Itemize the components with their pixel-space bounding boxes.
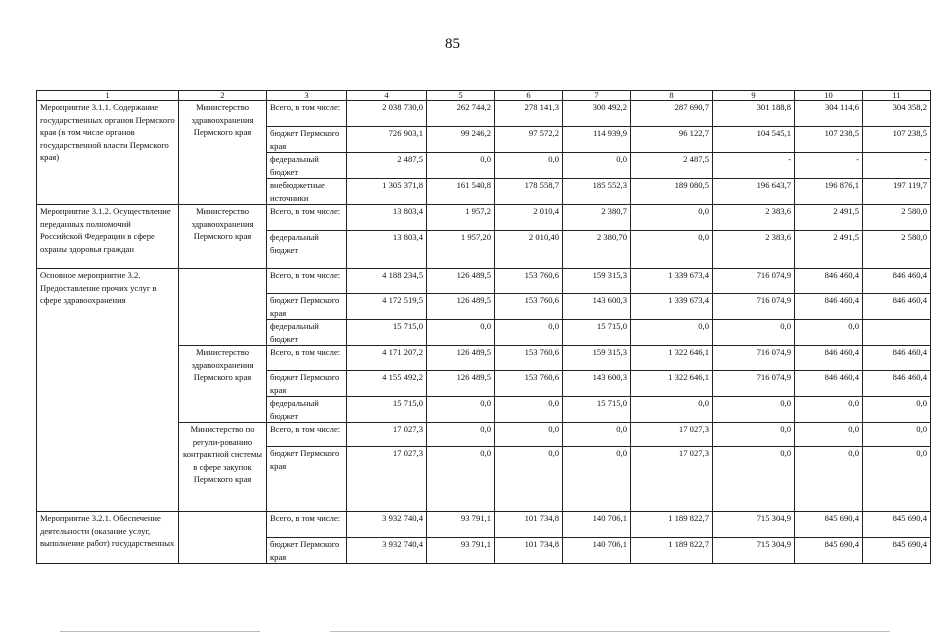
value-cell: 2 580,0: [863, 231, 931, 269]
value-cell: 845 690,4: [795, 512, 863, 538]
value-cell: 197 119,7: [863, 179, 931, 205]
value-cell: 17 027,3: [347, 447, 427, 512]
value-cell: 2 010,4: [495, 205, 563, 231]
value-cell: 0,0: [795, 320, 863, 346]
col-header: 7: [563, 91, 631, 101]
value-cell: 845 690,4: [863, 512, 931, 538]
value-cell: 846 460,4: [795, 371, 863, 397]
value-cell: 2 491,5: [795, 231, 863, 269]
source-label: Всего, в том числе:: [267, 346, 347, 371]
value-cell: 726 903,1: [347, 127, 427, 153]
executor: Министерство здравоохранения Пермского края: [179, 346, 267, 423]
value-cell: 1 189 822,7: [631, 538, 713, 564]
value-cell: 304 358,2: [863, 101, 931, 127]
value-cell: 2 380,7: [563, 205, 631, 231]
value-cell: 0,0: [427, 423, 495, 447]
value-cell: 196 876,1: [795, 179, 863, 205]
value-cell: 301 188,8: [713, 101, 795, 127]
value-cell: 101 734,8: [495, 538, 563, 564]
header-row: [37, 91, 931, 101]
value-cell: [863, 320, 931, 346]
value-cell: 126 489,5: [427, 269, 495, 294]
value-cell: 4 172 519,5: [347, 294, 427, 320]
value-cell: 0,0: [495, 423, 563, 447]
col-header: 1: [37, 91, 179, 101]
value-cell: 13 803,4: [347, 231, 427, 269]
value-cell: 126 489,5: [427, 346, 495, 371]
value-cell: 1 322 646,1: [631, 346, 713, 371]
value-cell: 0,0: [631, 205, 713, 231]
source-label: федеральный бюджет: [267, 397, 347, 423]
value-cell: 0,0: [495, 397, 563, 423]
table-row: [37, 269, 931, 294]
value-cell: 0,0: [863, 397, 931, 423]
col-header: 6: [495, 91, 563, 101]
value-cell: 0,0: [563, 153, 631, 179]
value-cell: 159 315,3: [563, 269, 631, 294]
table-row: [37, 205, 931, 231]
value-cell: 0,0: [495, 447, 563, 512]
value-cell: 2 038 730,0: [347, 101, 427, 127]
value-cell: 0,0: [713, 320, 795, 346]
measure-name: Мероприятие 3.1.2. Осуществление переданных полномочий Российской Федерации в сфере охраны здоровья граждан: [37, 205, 179, 269]
value-cell: 846 460,4: [863, 371, 931, 397]
value-cell: 2 383,6: [713, 205, 795, 231]
value-cell: 846 460,4: [863, 269, 931, 294]
value-cell: 0,0: [863, 423, 931, 447]
value-cell: 846 460,4: [795, 346, 863, 371]
source-label: бюджет Пермского края: [267, 447, 347, 512]
value-cell: 716 074,9: [713, 269, 795, 294]
value-cell: 304 114,6: [795, 101, 863, 127]
value-cell: 107 238,5: [863, 127, 931, 153]
source-label: бюджет Пермского края: [267, 538, 347, 564]
value-cell: 2 580,0: [863, 205, 931, 231]
value-cell: 17 027,3: [347, 423, 427, 447]
value-cell: 0,0: [631, 320, 713, 346]
value-cell: 845 690,4: [863, 538, 931, 564]
value-cell: 0,0: [563, 447, 631, 512]
executor: [179, 269, 267, 346]
value-cell: 0,0: [795, 397, 863, 423]
value-cell: 15 715,0: [347, 397, 427, 423]
value-cell: 300 492,2: [563, 101, 631, 127]
value-cell: 15 715,0: [347, 320, 427, 346]
value-cell: 0,0: [863, 447, 931, 512]
value-cell: 1 957,2: [427, 205, 495, 231]
value-cell: 4 188 234,5: [347, 269, 427, 294]
value-cell: 0,0: [631, 397, 713, 423]
executor: Министерство здравоохранения Пермского края: [179, 101, 267, 205]
value-cell: 13 803,4: [347, 205, 427, 231]
value-cell: 97 572,2: [495, 127, 563, 153]
value-cell: 2 383,6: [713, 231, 795, 269]
source-label: федеральный бюджет: [267, 231, 347, 269]
value-cell: 715 304,9: [713, 538, 795, 564]
source-label: Всего, в том числе:: [267, 101, 347, 127]
value-cell: 1 339 673,4: [631, 269, 713, 294]
col-header: 5: [427, 91, 495, 101]
col-header: 8: [631, 91, 713, 101]
value-cell: 126 489,5: [427, 294, 495, 320]
col-header: 2: [179, 91, 267, 101]
value-cell: -: [863, 153, 931, 179]
col-header: 9: [713, 91, 795, 101]
source-label: внебюджетные источники: [267, 179, 347, 205]
value-cell: 93 791,1: [427, 512, 495, 538]
value-cell: 0,0: [795, 447, 863, 512]
value-cell: 2 380,70: [563, 231, 631, 269]
value-cell: 716 074,9: [713, 346, 795, 371]
value-cell: 196 643,7: [713, 179, 795, 205]
value-cell: 2 010,40: [495, 231, 563, 269]
budget-table: [36, 90, 931, 564]
value-cell: 153 760,6: [495, 294, 563, 320]
source-label: Всего, в том числе:: [267, 423, 347, 447]
value-cell: 96 122,7: [631, 127, 713, 153]
value-cell: 104 545,1: [713, 127, 795, 153]
source-label: федеральный бюджет: [267, 153, 347, 179]
value-cell: 1 339 673,4: [631, 294, 713, 320]
value-cell: 846 460,4: [795, 294, 863, 320]
value-cell: 0,0: [563, 423, 631, 447]
value-cell: 178 558,7: [495, 179, 563, 205]
value-cell: 143 600,3: [563, 294, 631, 320]
value-cell: 15 715,0: [563, 320, 631, 346]
col-header: 11: [863, 91, 931, 101]
value-cell: 845 690,4: [795, 538, 863, 564]
value-cell: 0,0: [795, 423, 863, 447]
col-header: 10: [795, 91, 863, 101]
scan-edge-line: [60, 631, 260, 632]
page-number: 85: [445, 36, 460, 52]
value-cell: 101 734,8: [495, 512, 563, 538]
value-cell: 1 305 371,8: [347, 179, 427, 205]
value-cell: 153 760,6: [495, 371, 563, 397]
value-cell: 0,0: [427, 447, 495, 512]
value-cell: 114 939,9: [563, 127, 631, 153]
executor: [179, 512, 267, 564]
scan-edge-line: [330, 631, 890, 632]
col-header: 3: [267, 91, 347, 101]
value-cell: 0,0: [495, 320, 563, 346]
value-cell: 161 540,8: [427, 179, 495, 205]
value-cell: -: [713, 153, 795, 179]
value-cell: 0,0: [427, 397, 495, 423]
value-cell: 0,0: [713, 447, 795, 512]
source-label: Всего, в том числе:: [267, 512, 347, 538]
value-cell: 140 706,1: [563, 512, 631, 538]
value-cell: 1 322 646,1: [631, 371, 713, 397]
value-cell: 159 315,3: [563, 346, 631, 371]
value-cell: 15 715,0: [563, 397, 631, 423]
value-cell: 0,0: [427, 153, 495, 179]
value-cell: 2 487,5: [347, 153, 427, 179]
value-cell: 99 246,2: [427, 127, 495, 153]
source-label: бюджет Пермского края: [267, 294, 347, 320]
value-cell: 107 238,5: [795, 127, 863, 153]
value-cell: 716 074,9: [713, 294, 795, 320]
table-row: [37, 512, 931, 538]
value-cell: 846 460,4: [863, 346, 931, 371]
value-cell: 1 957,20: [427, 231, 495, 269]
col-header: 4: [347, 91, 427, 101]
value-cell: 17 027,3: [631, 423, 713, 447]
source-label: Всего, в том числе:: [267, 269, 347, 294]
value-cell: 278 141,3: [495, 101, 563, 127]
value-cell: 143 600,3: [563, 371, 631, 397]
source-label: бюджет Пермского края: [267, 371, 347, 397]
value-cell: 0,0: [713, 423, 795, 447]
value-cell: 0,0: [495, 153, 563, 179]
table-row: [37, 101, 931, 127]
value-cell: 846 460,4: [863, 294, 931, 320]
value-cell: 1 189 822,7: [631, 512, 713, 538]
value-cell: 185 552,3: [563, 179, 631, 205]
value-cell: 846 460,4: [795, 269, 863, 294]
value-cell: 0,0: [713, 397, 795, 423]
executor: Министерство по регули-рованию контрактной системы в сфере закупок Пермского края: [179, 423, 267, 512]
value-cell: 189 080,5: [631, 179, 713, 205]
source-label: федеральный бюджет: [267, 320, 347, 346]
value-cell: 262 744,2: [427, 101, 495, 127]
value-cell: 140 706,1: [563, 538, 631, 564]
value-cell: 126 489,5: [427, 371, 495, 397]
measure-name: Основное мероприятие 3.2. Предоставление прочих услуг в сфере здравоохранения: [37, 269, 179, 512]
executor: Министерство здравоохранения Пермского края: [179, 205, 267, 269]
value-cell: -: [795, 153, 863, 179]
value-cell: 2 491,5: [795, 205, 863, 231]
source-label: бюджет Пермского края: [267, 127, 347, 153]
value-cell: 0,0: [631, 231, 713, 269]
value-cell: 3 932 740,4: [347, 512, 427, 538]
value-cell: 716 074,9: [713, 371, 795, 397]
measure-name: Мероприятие 3.2.1. Обеспечение деятельности (оказание услуг, выполнение работ) государственных: [37, 512, 179, 564]
value-cell: 153 760,6: [495, 269, 563, 294]
value-cell: 4 155 492,2: [347, 371, 427, 397]
value-cell: 715 304,9: [713, 512, 795, 538]
value-cell: 153 760,6: [495, 346, 563, 371]
value-cell: 287 690,7: [631, 101, 713, 127]
source-label: Всего, в том числе:: [267, 205, 347, 231]
value-cell: 3 932 740,4: [347, 538, 427, 564]
measure-name: Мероприятие 3.1.1. Содержание государственных органов Пермского края (в том числе органов государственной власти Пермского края): [37, 101, 179, 205]
value-cell: 4 171 207,2: [347, 346, 427, 371]
value-cell: 2 487,5: [631, 153, 713, 179]
value-cell: 17 027,3: [631, 447, 713, 512]
value-cell: 93 791,1: [427, 538, 495, 564]
value-cell: 0,0: [427, 320, 495, 346]
